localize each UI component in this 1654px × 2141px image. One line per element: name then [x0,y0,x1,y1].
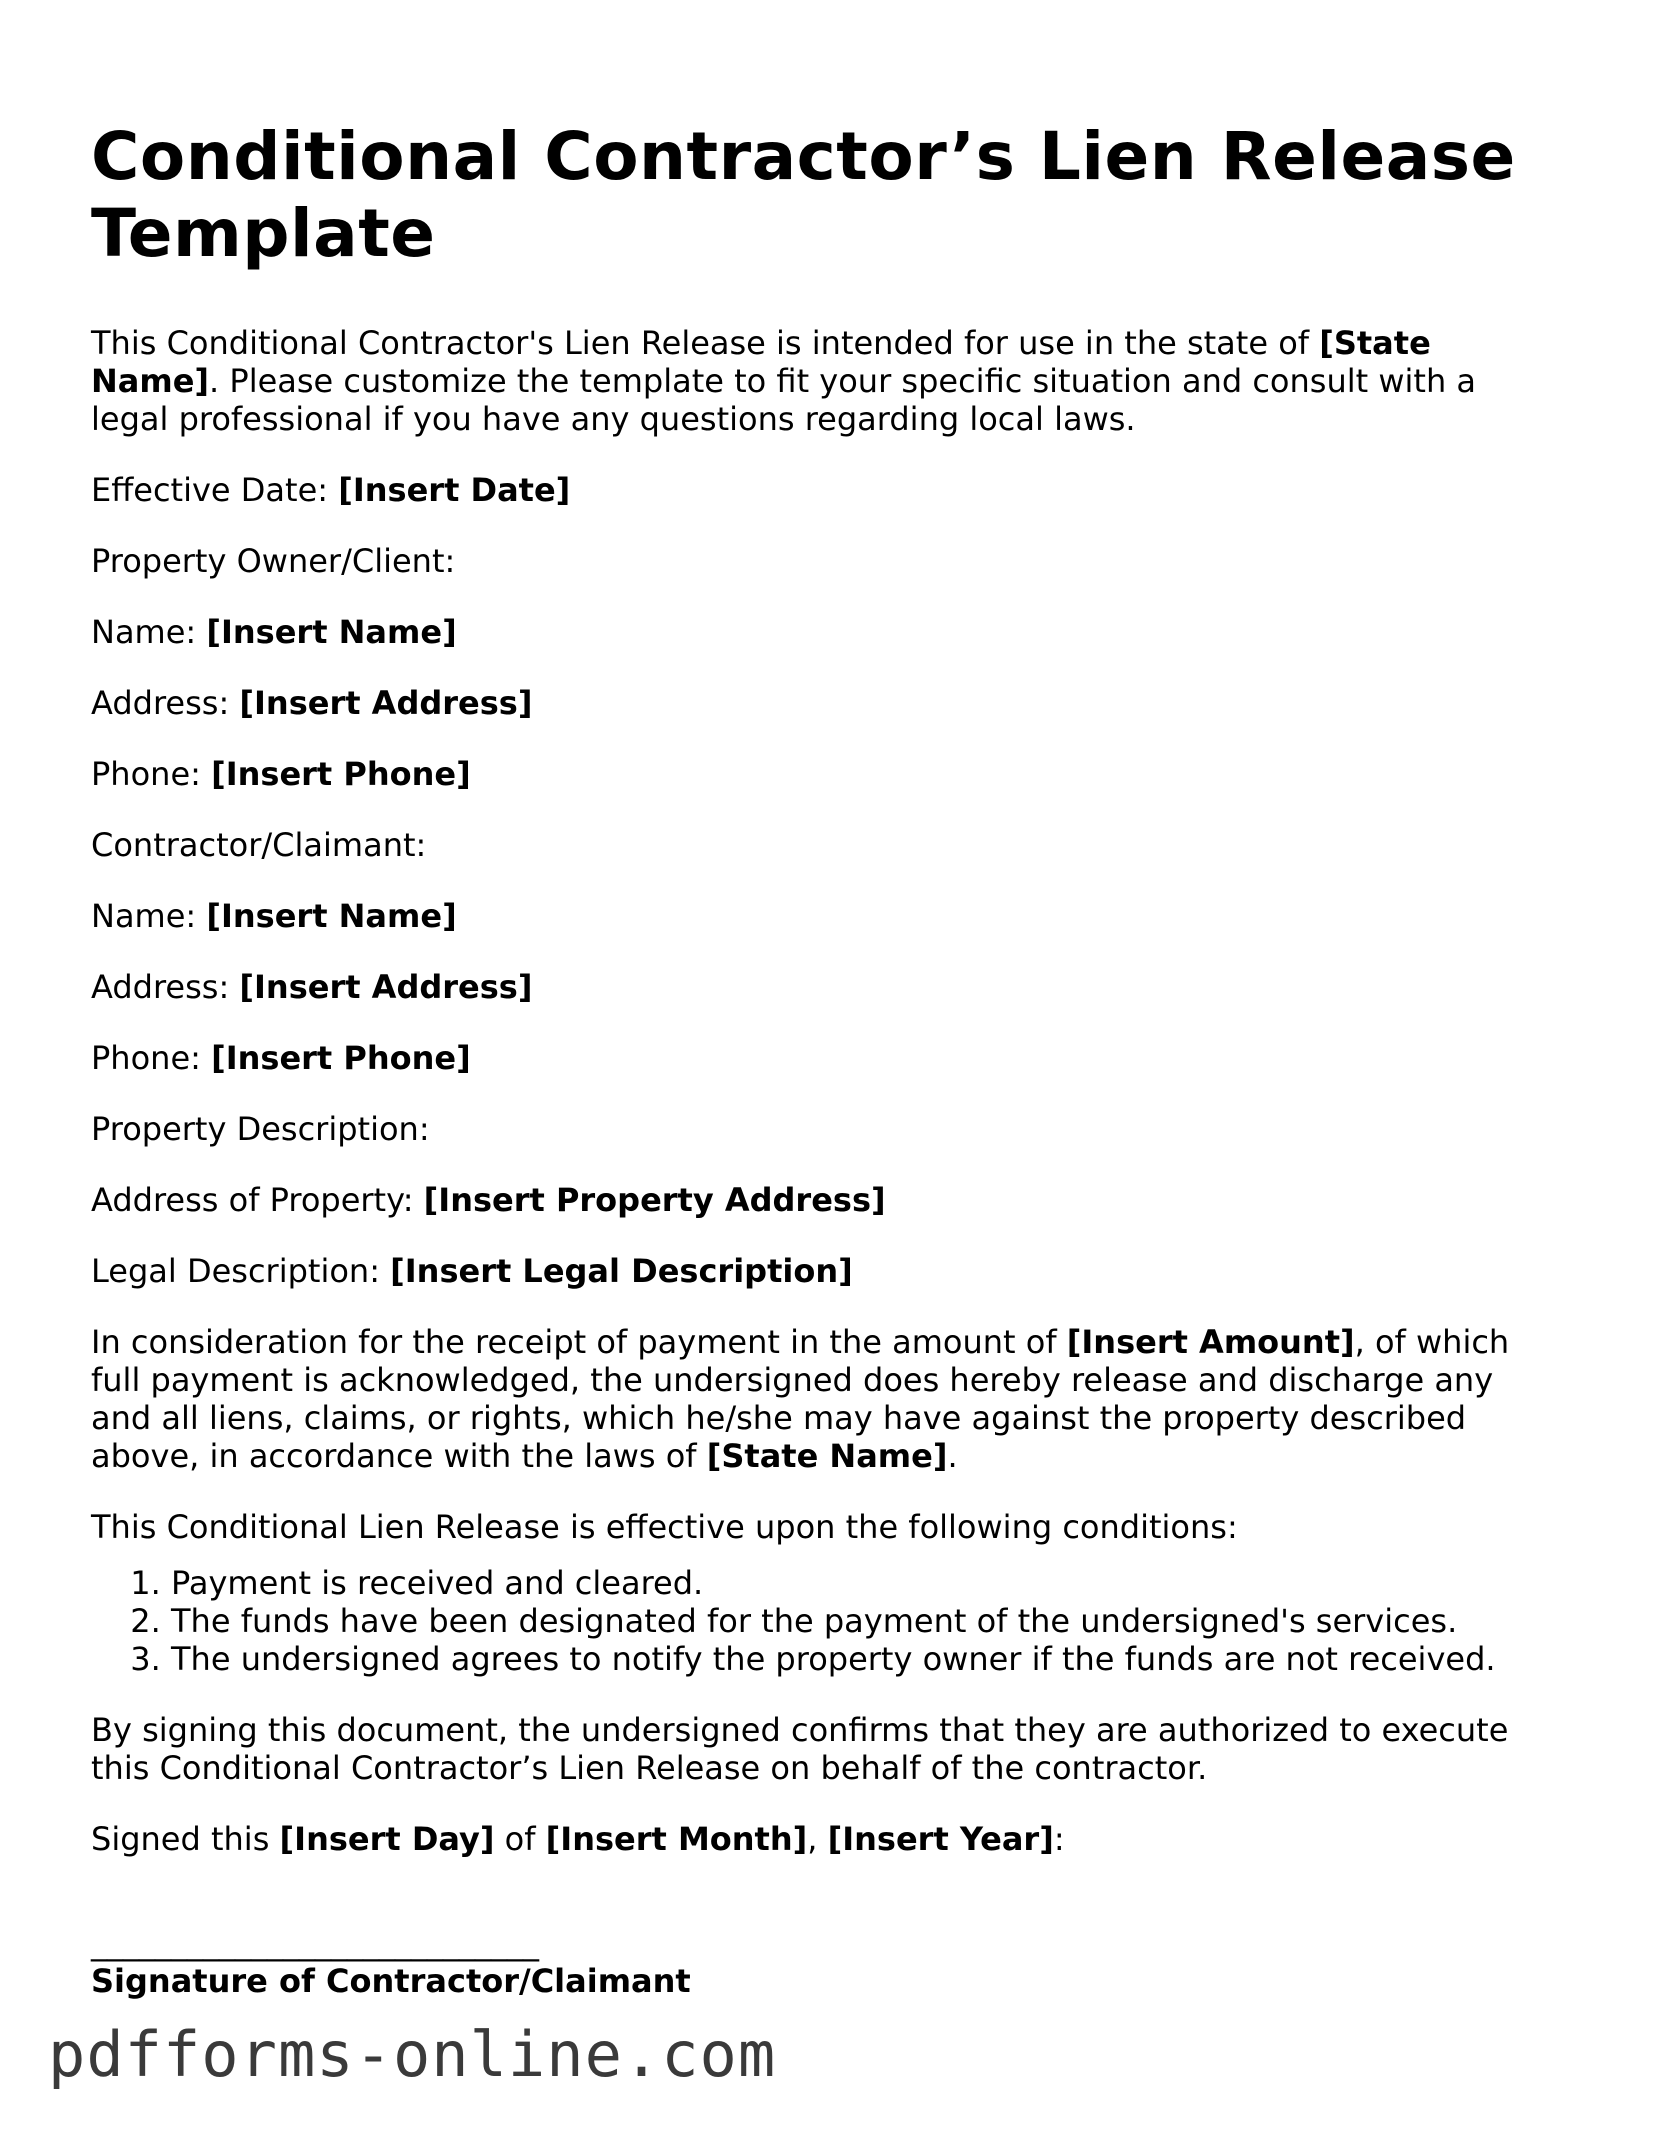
conditions-list [91,1564,1551,1678]
property-legal-line: Legal Description: [Insert Legal Description] [91,1252,853,1290]
list-item: 1. Payment is received and cleared. [171,1564,1551,1602]
owner-address-line: Address: [Insert Address] [91,684,533,722]
watermark: pdfforms-online.com [48,2018,777,2091]
state-placeholder: [State Name] [706,1437,948,1475]
conditions-intro: This Conditional Lien Release is effective upon the following conditions: [91,1508,1238,1546]
date-placeholder: [Insert Date] [338,471,571,509]
property-heading: Property Description: [91,1110,430,1148]
contractor-name-line: Name: [Insert Name] [91,897,457,935]
state-placeholder: [State Name] [91,324,1431,400]
signature-line: ____________________________ [91,1924,539,1962]
owner-phone-line: Phone: [Insert Phone] [91,755,471,793]
contractor-heading: Contractor/Claimant: [91,826,427,864]
list-item: 3. The undersigned agrees to notify the property owner if the funds are not received. [171,1640,1551,1678]
authorization-paragraph: By signing this document, the undersigned confirms that they are authorized to execute this Conditional Contractor’s Lien Release on behalf of the contractor. [91,1711,1509,1787]
contractor-phone-line: Phone: [Insert Phone] [91,1039,471,1077]
list-item: 2. The funds have been designated for the payment of the undersigned's services. [171,1602,1551,1640]
amount-placeholder: [Insert Amount] [1066,1323,1355,1361]
owner-heading: Property Owner/Client: [91,542,456,580]
property-address-line: Address of Property: [Insert Property Address] [91,1181,886,1219]
document-page [91,118,1551,2000]
effective-date-line: Effective Date: [Insert Date] [91,471,571,509]
signed-line: Signed this [Insert Day] of [Insert Month], [Insert Year]: [91,1820,1065,1858]
signature-label: Signature of Contractor/Claimant [91,1962,691,2000]
intro-paragraph: This Conditional Contractor's Lien Release is intended for use in the state of [State Name]. Please customize the template to fit your specific situation and consult with a legal professional if you have any questions regarding local laws. [91,324,1477,438]
consideration-paragraph: In consideration for the receipt of payment in the amount of [Insert Amount], of which full payment is acknowledged, the undersigned does hereby release and discharge any and all liens, claims, or rights, which he/she may have against the property described above, in accordance with the laws of [State Name]. [91,1323,1510,1475]
contractor-address-line: Address: [Insert Address] [91,968,533,1006]
owner-name-line: Name: [Insert Name] [91,613,457,651]
document-title: Conditional Contractor’s Lien Release Template [91,118,1516,272]
